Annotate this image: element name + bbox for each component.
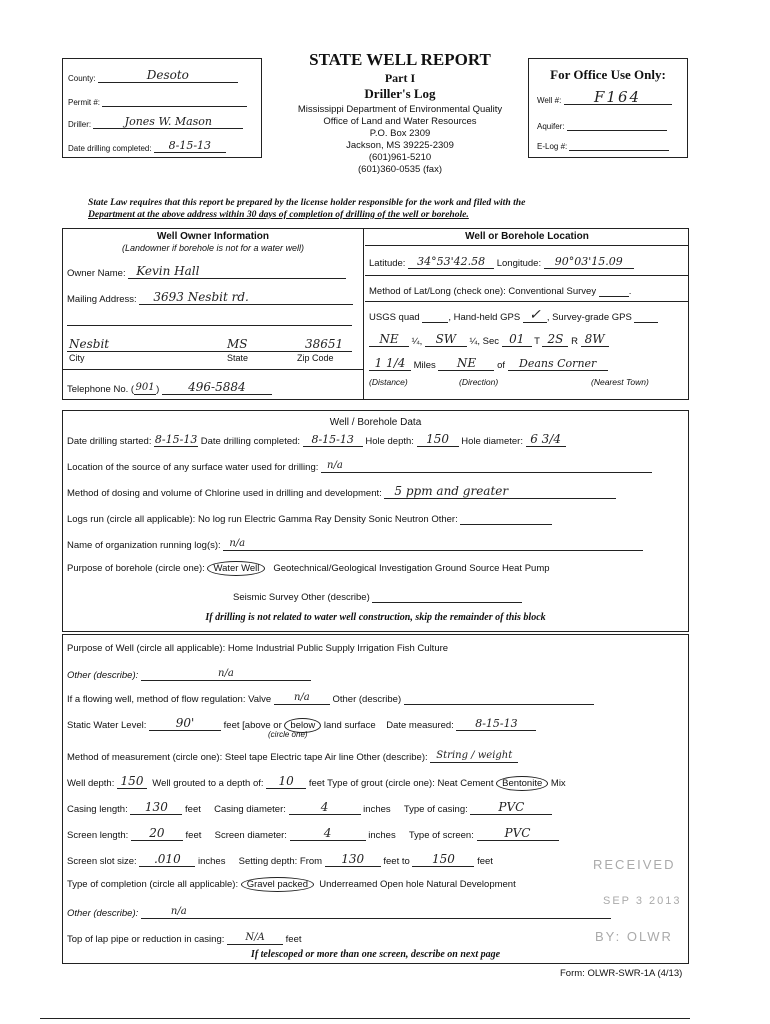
quarter-field[interactable]: SW	[425, 333, 467, 347]
hole-depth-label: Hole depth:	[365, 436, 414, 447]
longitude-field[interactable]: 90°03'15.09	[544, 255, 634, 269]
city-state-zip-row	[67, 337, 352, 352]
flow-other-field[interactable]	[404, 691, 594, 705]
location-heading-line	[365, 245, 689, 246]
office-use-title: For Office Use Only:	[550, 67, 666, 82]
static-level-label: Static Water Level:	[67, 720, 147, 731]
circle-one-note: (circle one)	[268, 730, 308, 739]
borehole-data-block	[62, 410, 689, 632]
casing-type-label: Type of casing:	[403, 804, 468, 815]
well-data-block	[62, 634, 689, 964]
grouted-depth-field[interactable]: 10	[266, 775, 306, 789]
quarter-quarter-field[interactable]: NE	[369, 333, 409, 347]
report-title: STATE WELL REPORT	[309, 50, 491, 69]
report-subtitle: Driller's Log	[364, 86, 436, 101]
well-number-field[interactable]: F164	[564, 91, 672, 105]
seismic-options[interactable]: Seismic Survey Other (describe)	[233, 592, 370, 603]
drilling-dates-row	[67, 433, 566, 447]
quarter-label: ¼,	[411, 336, 423, 347]
owner-subheading: (Landowner if borehole is not for a water well)	[121, 243, 305, 253]
logs-other-field[interactable]	[460, 511, 552, 525]
date-measured-field[interactable]: 8-15-13	[456, 717, 536, 731]
elog-row	[537, 137, 669, 151]
date-completed2-field[interactable]: 8-15-13	[303, 433, 363, 447]
owner-name-row	[67, 265, 346, 279]
agency-office: Office of Land and Water Resources	[323, 116, 477, 127]
latlong-method-row: Method of Lat/Long (check one): Conventional Survey .	[369, 283, 631, 297]
setting-depth-unit: feet	[477, 856, 493, 867]
elog-label: E-Log #:	[537, 142, 568, 151]
distance-field[interactable]: 1 1/4	[369, 357, 411, 371]
casing-length-label: Casing length:	[67, 804, 128, 815]
log-org-field[interactable]: n/a	[223, 537, 643, 551]
hole-depth-field[interactable]: 150	[417, 433, 459, 447]
setting-to-field[interactable]: 150	[412, 853, 474, 867]
conventional-survey-field[interactable]	[599, 283, 629, 297]
driller-row	[68, 115, 243, 129]
setting-depth-label: Setting depth: From	[238, 856, 323, 867]
received-stamp-line2: SEP 3 2013	[603, 895, 682, 907]
telephone-label: Telephone No.	[67, 384, 129, 395]
aquifer-field[interactable]	[567, 117, 667, 131]
casing-diameter-field[interactable]: 4	[289, 801, 361, 815]
agency-address	[265, 104, 535, 176]
casing-row	[67, 801, 552, 815]
date-measured-label: Date measured:	[386, 720, 454, 731]
county-box	[62, 58, 262, 158]
measurement-other-field[interactable]: String / weight	[430, 749, 518, 763]
purpose-water-well[interactable]: Water Well	[207, 561, 265, 576]
grouted-depth-label: Well grouted to a depth of:	[152, 778, 264, 789]
direction-label: (Direction)	[459, 377, 499, 387]
notice-line1: State Law requires that this report be prepared by the license holder responsible for the work and filed with the	[88, 197, 526, 208]
completion-gravel-option[interactable]: Gravel packed	[241, 877, 314, 892]
screen-length-label: Screen length:	[67, 830, 129, 841]
location-line1	[365, 275, 689, 276]
direction-field[interactable]: NE	[438, 357, 494, 371]
date-completed-field[interactable]: 8-15-13	[154, 139, 226, 153]
notice-line2: Department at the above address within 30 days of completion of drilling of the well or borehole.	[88, 209, 469, 220]
date-completed-row	[68, 139, 226, 153]
report-part: Part I	[384, 71, 416, 85]
hole-diameter-field[interactable]: 6 3/4	[526, 433, 566, 447]
borehole-purpose-label: Purpose of borehole (circle one):	[67, 563, 205, 574]
handheld-gps-field[interactable]: ✓	[523, 309, 547, 323]
city-label: City	[69, 353, 85, 363]
date-started-field[interactable]: 8-15-13	[154, 433, 198, 446]
driller-field[interactable]: Jones W. Mason	[93, 115, 243, 129]
casing-diameter-unit: inches	[363, 804, 391, 815]
purpose-other-field[interactable]	[372, 589, 522, 603]
location-heading: Well or Borehole Location	[465, 231, 589, 242]
well-other-row	[67, 667, 311, 681]
well-purpose-options[interactable]: Purpose of Well (circle all applicable): Home Industrial Public Supply Irrigation Fish Culture	[67, 643, 449, 654]
driller-label: Driller:	[68, 120, 92, 129]
distance-label: (Distance)	[369, 377, 408, 387]
logs-run-row	[67, 511, 552, 525]
casing-length-unit: feet	[185, 804, 201, 815]
lap-pipe-unit: feet	[285, 934, 302, 945]
elog-field[interactable]	[569, 137, 669, 151]
agency-fax: (601)360-0535 (fax)	[358, 164, 442, 175]
slot-size-unit: inches	[197, 856, 226, 867]
handheld-gps-label: , Hand-held GPS	[448, 312, 521, 323]
surface-water-field[interactable]: n/a	[321, 459, 652, 473]
aquifer-label: Aquifer:	[537, 122, 565, 131]
city-field[interactable]: Nesbit	[69, 337, 110, 351]
other2-label: Other (describe):	[67, 908, 139, 919]
static-below-option[interactable]: below	[284, 718, 321, 733]
well-number-row	[537, 88, 672, 106]
flow-row	[67, 691, 594, 705]
owner-heading: Well Owner Information	[156, 231, 270, 242]
measurement-method-options[interactable]: Method of measurement (circle one): Steel tape Electric tape Air line Other (describe):	[67, 752, 428, 763]
grout-bentonite-option[interactable]: Bentonite	[496, 776, 548, 791]
section-row	[369, 333, 609, 347]
township-label: T	[534, 336, 540, 347]
static-level-row	[67, 717, 536, 731]
latitude-field[interactable]: 34°53'42.58	[408, 255, 494, 269]
borehole-purpose-row	[67, 563, 550, 574]
range-field[interactable]: 8W	[581, 333, 609, 347]
slot-setting-row	[67, 853, 493, 867]
permit-row	[68, 93, 247, 107]
other2-row	[67, 905, 611, 919]
latitude-label: Latitude:	[369, 258, 406, 269]
other2-field[interactable]: n/a	[141, 905, 611, 919]
mailing-address-row	[67, 291, 353, 305]
seismic-row	[233, 589, 522, 603]
borehole-heading: Well / Borehole Data	[329, 417, 422, 428]
measurement-method-row	[67, 749, 518, 763]
owner-location-block	[62, 228, 689, 400]
lap-pipe-row	[67, 931, 302, 945]
purpose-other-options[interactable]: Geotechnical/Geological Investigation Ground Source Heat Pump	[273, 563, 550, 574]
grout-mix-option[interactable]: Mix	[550, 778, 566, 789]
completion-other-options[interactable]: Underreamed Open hole Natural Development	[319, 879, 516, 890]
lat-long-row	[369, 255, 634, 269]
agency-phone: (601)961-5210	[368, 152, 432, 163]
setting-to-label: feet to	[383, 856, 410, 867]
miles-label: Miles	[413, 360, 436, 371]
grout-type-options[interactable]: feet Type of grout (circle one): Neat Cement	[308, 778, 494, 789]
static-land-surface: land surface	[323, 720, 376, 731]
skip-note: If drilling is not related to water well construction, skip the remainder of this block	[205, 612, 546, 623]
longitude-label: Longitude:	[496, 258, 542, 269]
survey-gps-label: , Survey-grade GPS	[546, 312, 632, 323]
screen-row	[67, 827, 559, 841]
permit-label: Permit #:	[68, 98, 101, 107]
well-other-field[interactable]: n/a	[141, 667, 311, 681]
screen-length-field[interactable]: 20	[131, 827, 183, 841]
agency-city: Jackson, MS 39225-2309	[346, 140, 454, 151]
section-field[interactable]: 01	[502, 333, 532, 347]
owner-divider	[63, 369, 363, 370]
zip-label: Zip Code	[297, 353, 334, 363]
county-row	[68, 69, 238, 83]
telescoped-note: If telescoped or more than one screen, describe on next page	[250, 949, 501, 960]
block-divider	[363, 229, 364, 399]
permit-field[interactable]	[102, 93, 247, 107]
distance-row	[369, 357, 608, 371]
usgs-quad-field[interactable]	[422, 309, 448, 323]
lap-pipe-field[interactable]: N/A	[227, 931, 283, 945]
bottom-rule	[40, 1018, 690, 1019]
date-started-label: Date drilling started:	[67, 436, 152, 447]
hole-diameter-label: Hole diameter:	[461, 436, 523, 447]
nearest-town-label: (Nearest Town)	[591, 377, 649, 387]
casing-length-field[interactable]: 130	[130, 801, 182, 815]
well-other-label: Other (describe):	[67, 670, 139, 681]
gps-row	[369, 309, 658, 323]
surface-water-row	[67, 459, 652, 473]
township-field[interactable]: 2S	[542, 333, 568, 347]
chlorine-label: Method of dosing and volume of Chlorine used in drilling and development:	[67, 488, 382, 499]
flow-other-label: Other (describe)	[332, 694, 402, 705]
received-stamp-line1: RECEIVED	[593, 857, 676, 872]
screen-diameter-label: Screen diameter:	[214, 830, 287, 841]
latlong-method-label: Method of Lat/Long (check one): Conventional Survey	[369, 286, 597, 297]
well-depth-field[interactable]: 150	[117, 775, 147, 789]
screen-diameter-unit: inches	[368, 830, 396, 841]
lap-pipe-label: Top of lap pipe or reduction in casing:	[67, 934, 225, 945]
zip-field[interactable]: 38651	[305, 337, 344, 351]
mailing-address-label: Mailing Address:	[67, 294, 137, 305]
screen-diameter-field[interactable]: 4	[290, 827, 366, 841]
well-number-label: Well #:	[537, 96, 562, 105]
agency-dept: Mississippi Department of Environmental Quality	[297, 104, 503, 115]
owner-name-field[interactable]: Kevin Hall	[128, 265, 346, 279]
slot-size-field[interactable]: .010	[139, 853, 195, 867]
owner-name-label: Owner Name:	[67, 268, 126, 279]
location-line2	[365, 301, 689, 302]
setting-from-field[interactable]: 130	[325, 853, 381, 867]
county-field[interactable]: Desoto	[98, 69, 238, 83]
section-label: ¼, Sec	[469, 336, 500, 347]
screen-length-unit: feet	[185, 830, 202, 841]
county-label: County:	[68, 74, 96, 83]
well-depth-label: Well depth:	[67, 778, 115, 789]
state-label: State	[227, 353, 249, 363]
mailing-address-field[interactable]: 3693 Nesbit rd.	[139, 291, 353, 305]
of-label: of	[497, 360, 506, 371]
logs-run-options[interactable]: Logs run (circle all applicable): No log run Electric Gamma Ray Density Sonic Neutron Other:	[67, 514, 458, 525]
survey-gps-field[interactable]	[634, 309, 658, 323]
form-number: Form: OLWR-SWR-1A (4/13)	[560, 968, 683, 979]
agency-pobox: P.O. Box 2309	[369, 128, 431, 139]
surface-water-label: Location of the source of any surface water used for drilling:	[67, 462, 319, 473]
static-level-unit: feet [above or	[223, 720, 282, 731]
usgs-quad-label: USGS quad	[369, 312, 420, 323]
telephone-row: Telephone No. (901) 496-5884	[67, 381, 272, 395]
slot-size-label: Screen slot size:	[67, 856, 137, 867]
office-use-box	[528, 58, 688, 158]
well-depth-row	[67, 775, 566, 789]
range-label: R	[571, 336, 578, 347]
received-stamp-line3: BY: OLWR	[595, 929, 673, 944]
casing-diameter-label: Casing diameter:	[214, 804, 286, 815]
static-level-field[interactable]: 90'	[149, 717, 221, 731]
telephone-area-field[interactable]: 901	[135, 382, 155, 393]
legal-notice	[88, 197, 688, 221]
address-line2	[67, 325, 352, 326]
telephone-field[interactable]: 496-5884	[162, 381, 272, 395]
flow-valve-field[interactable]: n/a	[274, 691, 330, 705]
chlorine-field[interactable]: 5 ppm and greater	[384, 485, 616, 499]
nearest-town-field[interactable]: Deans Corner	[508, 357, 608, 371]
casing-type-field[interactable]: PVC	[470, 801, 552, 815]
flow-regulation-label: If a flowing well, method of flow regulation: Valve	[67, 694, 272, 705]
log-org-row	[67, 537, 643, 551]
state-field[interactable]: MS	[227, 337, 248, 351]
chlorine-row	[67, 485, 616, 499]
log-org-label: Name of organization running log(s):	[67, 540, 221, 551]
aquifer-row	[537, 117, 667, 131]
screen-type-field[interactable]: PVC	[477, 827, 559, 841]
screen-type-label: Type of screen:	[408, 830, 474, 841]
date-completed2-label: Date drilling completed:	[200, 436, 301, 447]
completion-row	[67, 879, 516, 890]
date-completed-label: Date drilling completed:	[68, 144, 152, 153]
completion-label: Type of completion (circle all applicable):	[67, 879, 239, 890]
